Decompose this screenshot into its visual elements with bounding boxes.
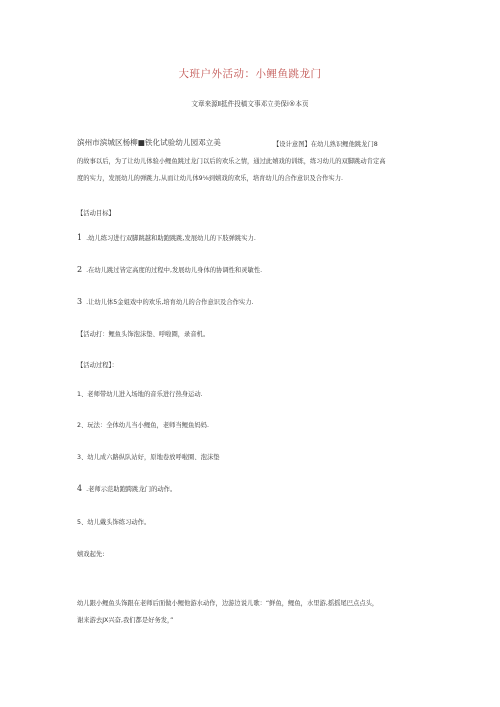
design-intent-line-1: 的故事以后，为了让幼儿体验小鲤鱼跳过龙门以后的欢乐之情，通过此嬉戏的训练，练习幼儿的双脚跳动肯定高 — [77, 158, 386, 165]
document-source-line: 文章来源Ⅱ抵件投稿文事邓立美保i®本页 — [191, 100, 309, 108]
goal-number: 3 — [77, 297, 83, 306]
game-line-2: 谢来游去JX兴奋,我们都是好务发，” — [77, 617, 174, 624]
step-text: .老师示范助跑跨跳龙门的动作。 — [86, 486, 177, 493]
goal-text: .在幼儿跳过皆定高度的过程中,发展幼儿身体的协调性和灵敏性. — [86, 267, 263, 274]
step-3: 3、幼儿成六路纵队站好，原地卷放呼啦圈、泡沫垫 — [77, 454, 220, 461]
step-1: 1、老师带幼儿进入场地的音乐进行热身运动. — [77, 391, 203, 398]
goals-heading: 【活动目标】 — [77, 210, 115, 217]
preparation-line: 【活动打：鲤鱼头饰泡沫垫、呼啦圈，录音机。 — [77, 331, 210, 338]
step-2: 2、玩法：全体幼儿当小鲤鱼，老师当鲤鱼妈妈. — [77, 422, 209, 429]
step-5: 5、幼儿戴头饰练习动作。 — [77, 519, 151, 526]
goal-number: 2 — [77, 265, 83, 274]
design-intent-heading: 【设计意图】在幼儿熟识鲤他跳龙门8 — [273, 141, 378, 148]
goal-number: 1 — [77, 233, 83, 242]
goal-item-3 — [77, 297, 254, 306]
step-4 — [77, 484, 176, 493]
design-intent-line-2: 度的实力，发展幼儿的弹跳力,从而让幼儿体9⅛到嬉戏的欢乐，培育幼儿的合作意识及合作实力. — [77, 175, 343, 182]
game-line-1: 幼儿跟小鲤鱼头饰跟在老师后面做小鲤他游水动作，边游边说儿歌：“鲜鱼，鲤鱼，水里游,摇摇尾巴点点头， — [77, 600, 379, 607]
game-heading: 嬉戏起先: — [77, 551, 105, 558]
step-number: 4 — [77, 484, 83, 493]
goal-text: .让幼儿体5金姐戏中的欢乐,培育幼儿的合作意识及合作实力. — [86, 299, 254, 306]
author-line: 滨州市滨城区杨柳■铁化试验幼儿园邓立美 — [77, 138, 221, 147]
goal-item-2 — [77, 265, 262, 274]
document-title: 大班户外活动：小鲤鱼跳龙门 — [178, 68, 322, 80]
goal-text: .幼儿练习进行双脚跳越和助跑跳跳,发展幼儿的下肢弹跳实力. — [86, 235, 256, 242]
process-heading: 【活动过程】： — [77, 362, 118, 369]
goal-item-1 — [77, 233, 256, 242]
